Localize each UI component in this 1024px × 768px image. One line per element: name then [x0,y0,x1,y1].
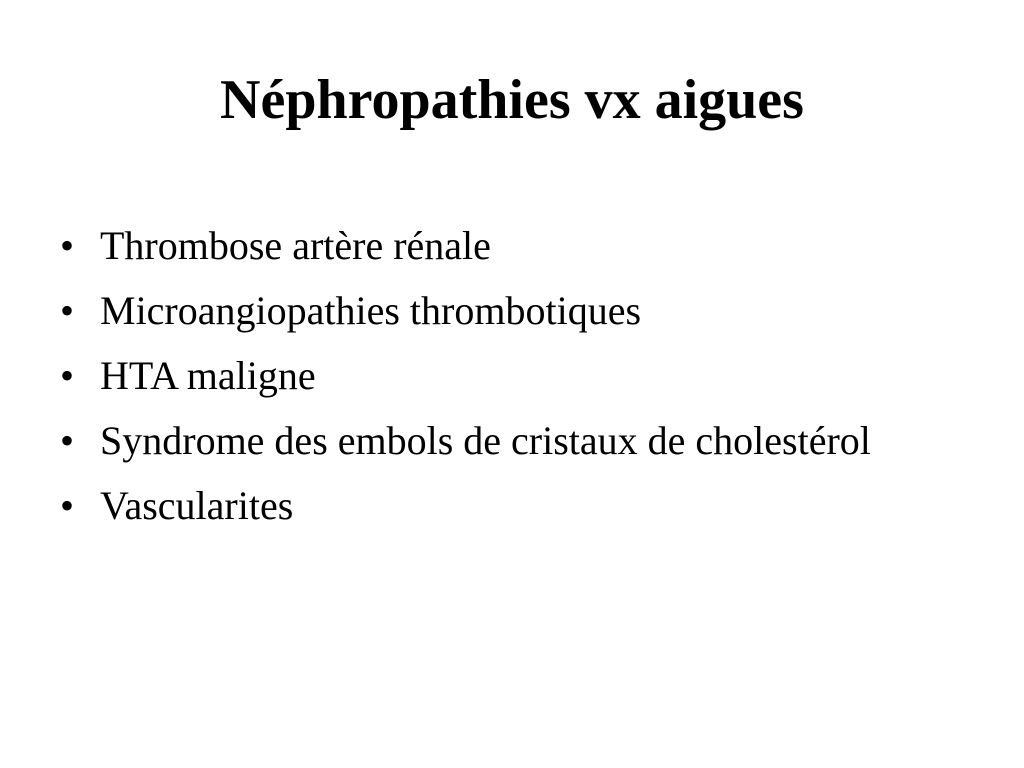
bullet-icon: • [60,353,75,398]
list-item-text: Microangiopathies thrombotiques [100,288,642,333]
slide-title: Néphropathies vx aigues [220,69,804,131]
list-item [60,350,940,402]
bullet-icon: • [60,288,75,333]
list-item [60,285,940,337]
list-item-text: HTA maligne [100,353,316,398]
list-item-text: Syndrome des embols de cristaux de cholestérol [100,418,871,463]
list-item [60,415,940,467]
bullet-icon: • [60,483,75,528]
bullet-list [60,220,940,545]
list-item [60,220,940,272]
bullet-icon: • [60,418,75,463]
list-item-text: Thrombose artère rénale [100,223,491,268]
list-item [60,480,940,532]
bullet-icon: • [60,223,75,268]
list-item-text: Vascularites [100,483,294,528]
